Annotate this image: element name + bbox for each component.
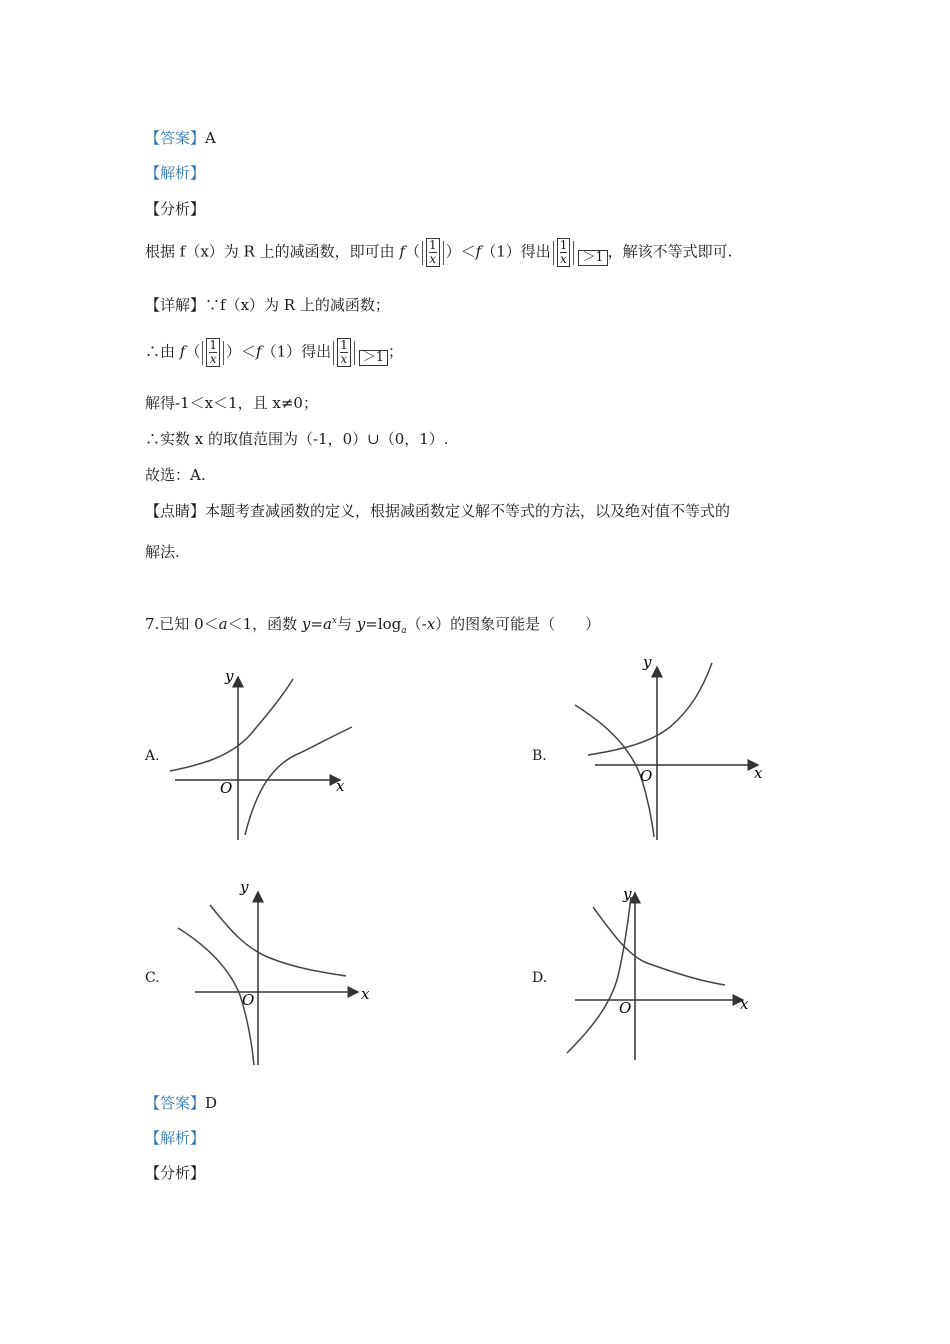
abs-bar xyxy=(223,341,224,365)
text-segment: ）的图象可能是（ ） xyxy=(435,615,601,633)
origin-label: O xyxy=(242,991,255,1009)
fraction-denominator: x xyxy=(429,252,437,266)
answer-line-1 xyxy=(145,127,216,149)
range-line: ∴实数 x 的取值范围为（-1，0）∪（0，1）. xyxy=(145,430,449,448)
point-line xyxy=(145,500,730,522)
gt-one-box: ＞1 xyxy=(578,250,607,266)
text-segment: 与 xyxy=(336,615,357,633)
option-d-label: D. xyxy=(532,970,548,986)
text-segment: ）＜ xyxy=(226,342,257,361)
origin-label: O xyxy=(220,779,233,797)
fraction xyxy=(337,338,351,367)
abs-bar xyxy=(202,341,203,365)
y-axis-label: y xyxy=(240,878,249,896)
abs-bar xyxy=(333,341,334,365)
analysis-tag-2: 【解析】 xyxy=(145,1129,206,1147)
fraction-denominator: x xyxy=(209,352,217,366)
abs-bar xyxy=(443,241,444,265)
exp-curve xyxy=(588,663,712,755)
exponent-x: x xyxy=(331,616,337,626)
text-segment: （1）得出 xyxy=(261,342,332,361)
point-tag: 【点睛】 xyxy=(145,502,206,520)
abs-bar xyxy=(553,241,554,265)
fraction-denominator: x xyxy=(560,252,567,266)
option-b-label: B. xyxy=(532,748,547,764)
fenxi-tag-2: 【分析】 xyxy=(145,1164,206,1182)
graph-c xyxy=(170,880,375,1070)
fenxi-line xyxy=(145,238,732,267)
f-symbol: f xyxy=(256,342,262,361)
y-axis-label: y xyxy=(623,885,632,903)
text-segment: 根据 f（x）为 R 上的减函数，即可由 xyxy=(145,242,400,261)
graph-a xyxy=(160,665,360,845)
analysis-tag: 【解析】 xyxy=(145,164,206,182)
origin-label: O xyxy=(619,999,632,1017)
var-x: x xyxy=(426,615,436,633)
text-segment: （ xyxy=(404,242,420,261)
exp-curve xyxy=(210,905,346,976)
f-symbol: f xyxy=(179,342,186,361)
fraction xyxy=(557,238,571,267)
option-c-label: C. xyxy=(145,970,160,986)
origin-label: O xyxy=(640,767,653,785)
fraction-numerator: 1 xyxy=(340,338,348,352)
abs-bar xyxy=(354,341,355,365)
answer-line-2 xyxy=(145,1092,217,1114)
choice-line: 故选：A. xyxy=(145,466,206,484)
fraction xyxy=(426,238,440,267)
text-segment: ）＜ xyxy=(445,242,476,261)
text-segment: （- xyxy=(406,615,427,633)
y-axis-label: y xyxy=(643,653,652,671)
f-symbol: f xyxy=(475,242,482,261)
x-axis-label: x xyxy=(336,777,345,795)
text-segment: =log xyxy=(365,615,402,633)
var-y: y xyxy=(356,615,366,633)
text-segment: ，解该不等式即可. xyxy=(607,242,733,261)
f-symbol: f xyxy=(399,242,405,261)
gt-one-box: ＞1 xyxy=(359,350,388,366)
x-axis-label: x xyxy=(361,985,370,1003)
var-a: a xyxy=(218,615,228,633)
fenxi-tag: 【分析】 xyxy=(145,200,206,218)
graph-d xyxy=(565,885,760,1065)
answer-tag: 【答案】 xyxy=(145,1094,206,1112)
fraction-numerator: 1 xyxy=(209,338,217,352)
exp-curve xyxy=(593,907,725,985)
x-axis-label: x xyxy=(754,764,763,782)
fraction-numerator: 1 xyxy=(559,238,568,252)
x-axis-label: x xyxy=(740,995,749,1013)
text-segment: （1）得出 xyxy=(481,242,551,261)
detail-text: ∵f（x）为 R 上的减函数； xyxy=(205,296,390,314)
answer-value: A xyxy=(205,129,216,147)
log-curve xyxy=(567,897,631,1053)
log-base-a: a xyxy=(401,626,407,636)
point-line-2: 解法. xyxy=(145,543,180,561)
exp-curve xyxy=(170,679,293,771)
solve-line: 解得-1＜x＜1，且 x≠0； xyxy=(145,394,318,412)
question-7 xyxy=(145,610,600,642)
text-segment: ； xyxy=(388,342,404,361)
detail-line xyxy=(145,294,390,316)
fraction-denominator: x xyxy=(340,352,348,366)
abs-bar xyxy=(422,241,423,265)
therefore-line xyxy=(145,338,403,367)
answer-tag: 【答案】 xyxy=(145,129,206,147)
fraction xyxy=(206,338,220,367)
text-segment: ∴由 xyxy=(145,342,180,361)
point-text: 本题考查减函数的定义，根据减函数定义解不等式的方法，以及绝对值不等式的 xyxy=(205,502,731,520)
fraction-numerator: 1 xyxy=(428,238,437,252)
abs-bar xyxy=(573,241,574,265)
text-segment: （ xyxy=(185,342,201,361)
var-y: y xyxy=(301,615,311,633)
text-segment: 7.已知 0＜ xyxy=(145,615,219,633)
answer-value: D xyxy=(205,1094,218,1112)
y-axis-label: y xyxy=(225,667,234,685)
graph-b xyxy=(570,655,770,845)
text-segment: ＜1，函数 xyxy=(227,615,302,633)
detail-tag: 【详解】 xyxy=(145,296,206,314)
text-segment: = xyxy=(310,615,323,633)
var-a: a xyxy=(322,615,332,633)
option-a-label: A. xyxy=(145,748,160,764)
